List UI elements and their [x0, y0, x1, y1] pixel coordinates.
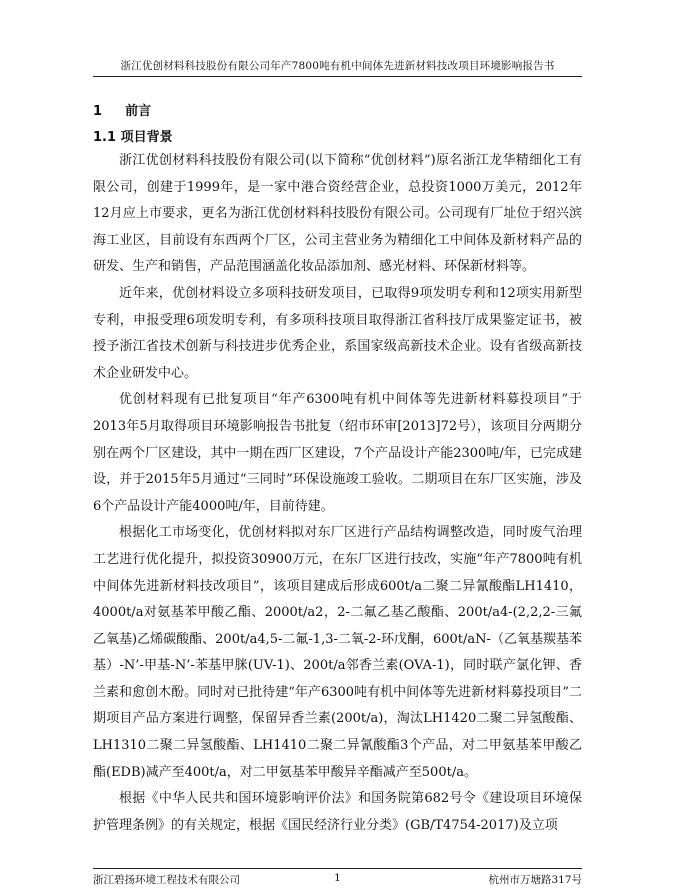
- page-footer: [93, 868, 582, 886]
- paragraph: 优创材料现有已批复项目“年产6300吨有机中间体等先进新材料募投项目”于2013年5月取得项目环境影响报告书批复（绍市环审[2013]72号），该项目分两期分别在两个厂区建设，其中一期在西厂区建设，7个产品设计产能2300吨/年，已完成建设，并于2015年5月通过“三同时”环保设施竣工验收。二期项目在东厂区实施，涉及6个产品设计产能4000吨/年，目前待建。: [93, 392, 582, 514]
- footer-address: 杭州市万塘路317号: [488, 874, 582, 886]
- paragraph: 根据《中华人民共和国环境影响评价法》和国务院第682号令《建设项目环境保护管理条例》的有关规定，根据《国民经济行业分类》(GB/T4754-2017)及立项: [93, 791, 582, 833]
- section-number: 1: [93, 104, 103, 119]
- header-title: 浙江优创材料科技股份有限公司年产7800吨有机中间体先进新材料技改项目环境影响报告书: [120, 60, 555, 72]
- body-text: [93, 148, 582, 839]
- paragraph: 浙江优创材料科技股份有限公司(以下简称“优创材料”)原名浙江龙华精细化工有限公司，创建于1999年，是一家中港合资经营企业，总投资1000万美元，2012年12月应上市要求，更名为浙江优创材料科技股份有限公司。公司现有厂址位于绍兴滨海工业区，目前设有东西两个厂区，公司主营业务为精细化工中间体及新材料产品的研发、生产和销售，产品范围涵盖化妆品添加剂、感光材料、环保新材料等。: [93, 153, 582, 275]
- section-title: 前言: [125, 104, 152, 119]
- page-header: [93, 58, 582, 77]
- subsection-heading: [93, 126, 173, 145]
- subsection-number: 1.1: [93, 130, 117, 145]
- page-number: 1: [334, 872, 341, 884]
- paragraph: 根据化工市场变化，优创材料拟对东厂区进行产品结构调整改造，同时废气治理工艺进行优化提升，拟投资30900万元，在东厂区进行技改，实施“年产7800吨有机中间体先进新材料技改项目”，该项目建成后形成600t/a二聚二异氰酸酯LH1410，4000t/a对氨基苯甲酸乙酯、2000t/a2，2-二氟乙基乙酸酯、200t/a4-(2,2,2-三氟乙氧基)乙烯碳酸酯、200t/a4,5-二氟-1,3-二氧-2-环戊酮，600t/aN-（乙氧基羰基苯基）-N’-甲基-N’-苯基甲脒(UV-1)、200t/a邻香兰素(OVA-1)，同时联产氯化钾、香兰素和愈创木酚。同时对已批待建“年产6300吨有机中间体等先进新材料募投项目”二期项目产品方案进行调整，保留异香兰素(200t/a)，淘汰LH1420二聚二异氢酸酯、LH1310二聚二异氢酸酯、LH1410二聚二异氰酸酯3个产品，对二甲氨基苯甲酸乙酯(EDB)减产至400t/a，对二甲氨基苯甲酸异辛酯减产至500t/a。: [93, 525, 582, 780]
- footer-company: 浙江碧扬环境工程技术有限公司: [93, 874, 240, 886]
- subsection-title: 项目背景: [120, 130, 173, 145]
- section-heading: [93, 100, 151, 119]
- paragraph: 近年来，优创材料设立多项科技研发项目，已取得9项发明专利和12项实用新型专利，申报受理6项发明专利，有多项科技项目取得浙江省科技厅成果鉴定证书，被授予浙江省技术创新与科技进步优秀企业，系国家级高新技术企业。设有省级高新技术企业研发中心。: [93, 285, 582, 381]
